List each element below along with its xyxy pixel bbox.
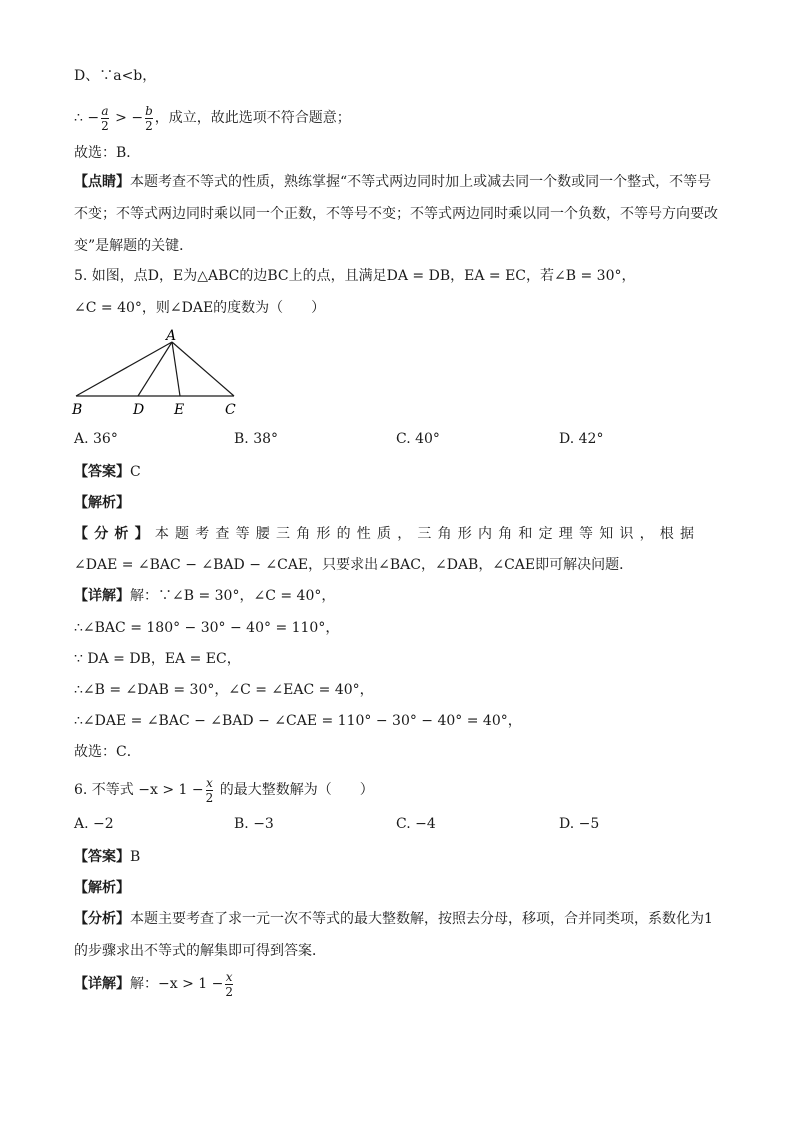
answer-tag: 【答案】 xyxy=(74,849,130,865)
derivation-suffix: ，成立，故此选项不符合题意； xyxy=(154,110,351,126)
q5-stem-line2: ∠C = 40°，则∠DAE的度数为（ ） xyxy=(74,300,326,316)
q5-option-b: B. 38° xyxy=(234,431,279,447)
fraction-numerator: b xyxy=(145,103,153,118)
q5-detail-step-2: ∴∠BAC = 180° − 30° − 40° = 110°， xyxy=(74,620,340,636)
fraction-denominator: 2 xyxy=(225,984,233,999)
q6-analysis-tag: 【解析】 xyxy=(74,880,130,896)
vertex-label-d: D xyxy=(133,402,145,418)
note-tag: 【点睛】 xyxy=(74,174,130,190)
fraction-denominator: 2 xyxy=(101,118,109,133)
detail-tag: 【详解】 xyxy=(74,976,130,992)
q6-stem xyxy=(74,770,374,810)
segment-ad xyxy=(138,342,172,396)
q5-detail-step-1 xyxy=(74,586,335,606)
fraction-denominator: 2 xyxy=(145,118,153,133)
vertex-label-c: C xyxy=(225,402,236,418)
detail-prefix: 解：−x > 1 − xyxy=(130,976,224,992)
derivation-mid: > − xyxy=(110,110,144,126)
segment-ac xyxy=(172,342,234,396)
segment-ab xyxy=(76,342,172,396)
fraction-a-over-2 xyxy=(101,104,109,133)
fraction-numerator: x xyxy=(206,775,213,790)
answer-value: C xyxy=(130,464,141,480)
q6-detail xyxy=(74,964,235,1004)
fraction-x-over-2 xyxy=(225,970,233,999)
q5-detail-step-5: ∴∠DAE = ∠BAC − ∠BAD − ∠CAE = 110° − 30° − 40° = 40°， xyxy=(74,713,522,729)
answer-value: B xyxy=(130,849,141,865)
triangle-figure xyxy=(66,326,256,418)
q5-detail-step-4: ∴∠B = ∠DAB = 30°，∠C = ∠EAC = 40°， xyxy=(74,682,374,698)
vertex-label-a: A xyxy=(166,328,177,344)
q6-stem-suffix: 的最大整数解为（ ） xyxy=(215,782,374,798)
note-paragraph xyxy=(74,166,722,262)
q6-options xyxy=(74,816,722,836)
answer-tag: 【答案】 xyxy=(74,464,130,480)
q6-option-d: D. −5 xyxy=(559,816,600,832)
q6-fenxi xyxy=(74,903,722,967)
derivation-prefix: ∴ − xyxy=(74,110,100,126)
q5-fenxi-line1 xyxy=(74,524,700,544)
q5-answer xyxy=(74,462,141,482)
fraction-numerator: a xyxy=(101,103,109,118)
q5-fenxi-line2: ∠DAE = ∠BAC − ∠BAD − ∠CAE，只要求出∠BAC，∠DAB，∠CAE即可解决问题． xyxy=(74,557,634,573)
fenxi-tag: 【分析】 xyxy=(74,526,155,542)
choose-line-b: 故选：B． xyxy=(74,145,141,161)
note-text: 本题考查不等式的性质，熟练掌握“不等式两边同时加上或减去同一个数或同一个整式，不等号不变；不等式两边同时乘以同一个正数，不等号不变；不等式两边同时乘以同一个负数，不等号方向要改变”是解题的关键． xyxy=(74,174,718,254)
detail-step-text: 解：∵∠B = 30°，∠C = 40°， xyxy=(130,588,336,604)
q5-option-d: D. 42° xyxy=(559,431,604,447)
q6-option-a: A. −2 xyxy=(74,816,114,832)
q5-analysis-tag: 【解析】 xyxy=(74,495,130,511)
detail-tag: 【详解】 xyxy=(74,588,130,604)
fraction-numerator: x xyxy=(225,969,233,984)
q5-option-a: A. 36° xyxy=(74,431,118,447)
fenxi-text: 本题主要考查了求一元一次不等式的最大整数解，按照去分母，移项，合并同类项，系数化为1的步骤求出不等式的解集即可得到答案． xyxy=(74,911,713,959)
q6-option-b: B. −3 xyxy=(234,816,274,832)
vertex-label-b: B xyxy=(72,402,83,418)
q5-options xyxy=(74,431,722,451)
fenxi-tag: 【分析】 xyxy=(74,911,130,927)
q6-stem-prefix: 6. 不等式 −x > 1 − xyxy=(74,782,204,798)
vertex-label-e: E xyxy=(174,402,185,418)
q5-choose: 故选：C． xyxy=(74,744,141,760)
fraction-x-over-2 xyxy=(206,776,214,805)
q5-option-c: C. 40° xyxy=(396,431,440,447)
q5-detail-step-3: ∵ DA = DB，EA = EC， xyxy=(74,651,241,667)
fenxi-text: 本题考查等腰三角形的性质，三角形内角和定理等知识，根据 xyxy=(154,526,701,542)
q6-option-c: C. −4 xyxy=(396,816,436,832)
fraction-denominator: 2 xyxy=(205,790,214,805)
fraction-b-over-2 xyxy=(145,104,153,133)
option-d-derivation xyxy=(74,98,351,138)
q6-answer xyxy=(74,847,140,867)
segment-ae xyxy=(172,342,180,396)
option-d-line: D、∵a<b， xyxy=(74,68,157,84)
q5-stem-line1: 5. 如图，点D，E为△ABC的边BC上的点，且满足DA = DB，EA = EC，若∠B = 30°， xyxy=(74,268,636,284)
